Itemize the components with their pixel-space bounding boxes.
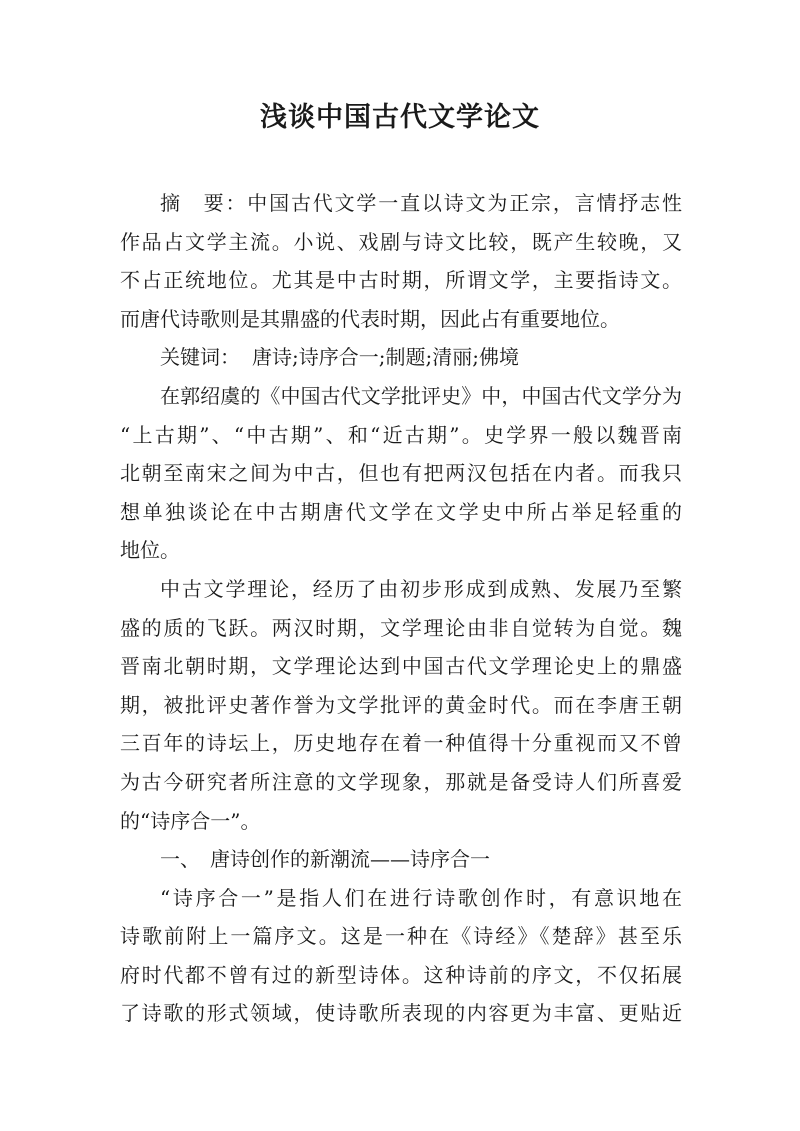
document-title: 浅谈中国古代文学论文: [260, 102, 540, 133]
paragraph-line: 了诗歌的形式领域，使诗歌所表现的内容更为丰富、更贴近: [120, 1001, 682, 1026]
body-paragraph-2: [120, 570, 682, 840]
paragraph-line: 地位。: [120, 538, 180, 563]
section-heading-1: 一、 唐诗创作的新潮流——诗序合一: [160, 847, 490, 872]
paragraph-line: 府时代都不曾有过的新型诗体。这种诗前的序文，不仅拓展: [120, 962, 682, 987]
paragraph-line: 晋南北朝时期，文学理论达到中国古代文学理论史上的鼎盛: [120, 654, 682, 679]
document-body: [120, 184, 682, 1033]
abstract-line: 不占正统地位。尤其是中古时期，所谓文学，主要指诗文。: [120, 268, 682, 293]
body-paragraph-1: [120, 377, 682, 570]
paragraph-line: “上古期”、“中古期”、和“近古期”。史学界一般以魏晋南: [120, 422, 682, 447]
abstract-line: 而唐代诗歌则是其鼎盛的代表时期，因此占有重要地位。: [120, 306, 620, 331]
paragraph-line: 想单独谈论在中古期唐代文学在文学史中所占举足轻重的: [120, 499, 682, 524]
paragraph-line: 期，被批评史著作誉为文学批评的黄金时代。而在李唐王朝: [120, 692, 682, 717]
paragraph-line: 的“诗序合一”。: [120, 808, 261, 833]
paragraph-line: 三百年的诗坛上，历史地存在着一种值得十分重视而又不曾: [120, 731, 682, 756]
paragraph-line: 在郭绍虞的《中国古代文学批评史》中，中国古代文学分为: [160, 383, 682, 408]
paragraph-line: 诗歌前附上一篇序文。这是一种在《诗经》《楚辞》甚至乐: [120, 924, 682, 949]
paragraph-line: “诗序合一”是指人们在进行诗歌创作时，有意识地在: [160, 885, 682, 910]
keywords-value: 唐诗;诗序合一;制题;清丽;佛境: [252, 345, 519, 370]
paragraph-line: 中古文学理论，经历了由初步形成到成熟、发展乃至繁: [160, 576, 682, 601]
abstract-paragraph: [120, 184, 682, 338]
paragraph-line: 北朝至南宋之间为中古，但也有把两汉包括在内者。而我只: [120, 461, 682, 486]
paragraph-line: 盛的质的飞跃。两汉时期，文学理论由非自觉转为自觉。魏: [120, 615, 682, 640]
abstract-line: 摘 要：中国古代文学一直以诗文为正宗，言情抒志性: [160, 191, 682, 215]
abstract-line: 作品占文学主流。小说、戏剧与诗文比较，既产生较晚，又: [120, 229, 682, 254]
keywords-label: 关键词：: [160, 345, 240, 370]
paragraph-line: 为古今研究者所注意的文学现象，那就是备受诗人们所喜爱: [120, 769, 682, 794]
keywords-line: [120, 338, 682, 377]
body-paragraph-3: [120, 879, 682, 1033]
